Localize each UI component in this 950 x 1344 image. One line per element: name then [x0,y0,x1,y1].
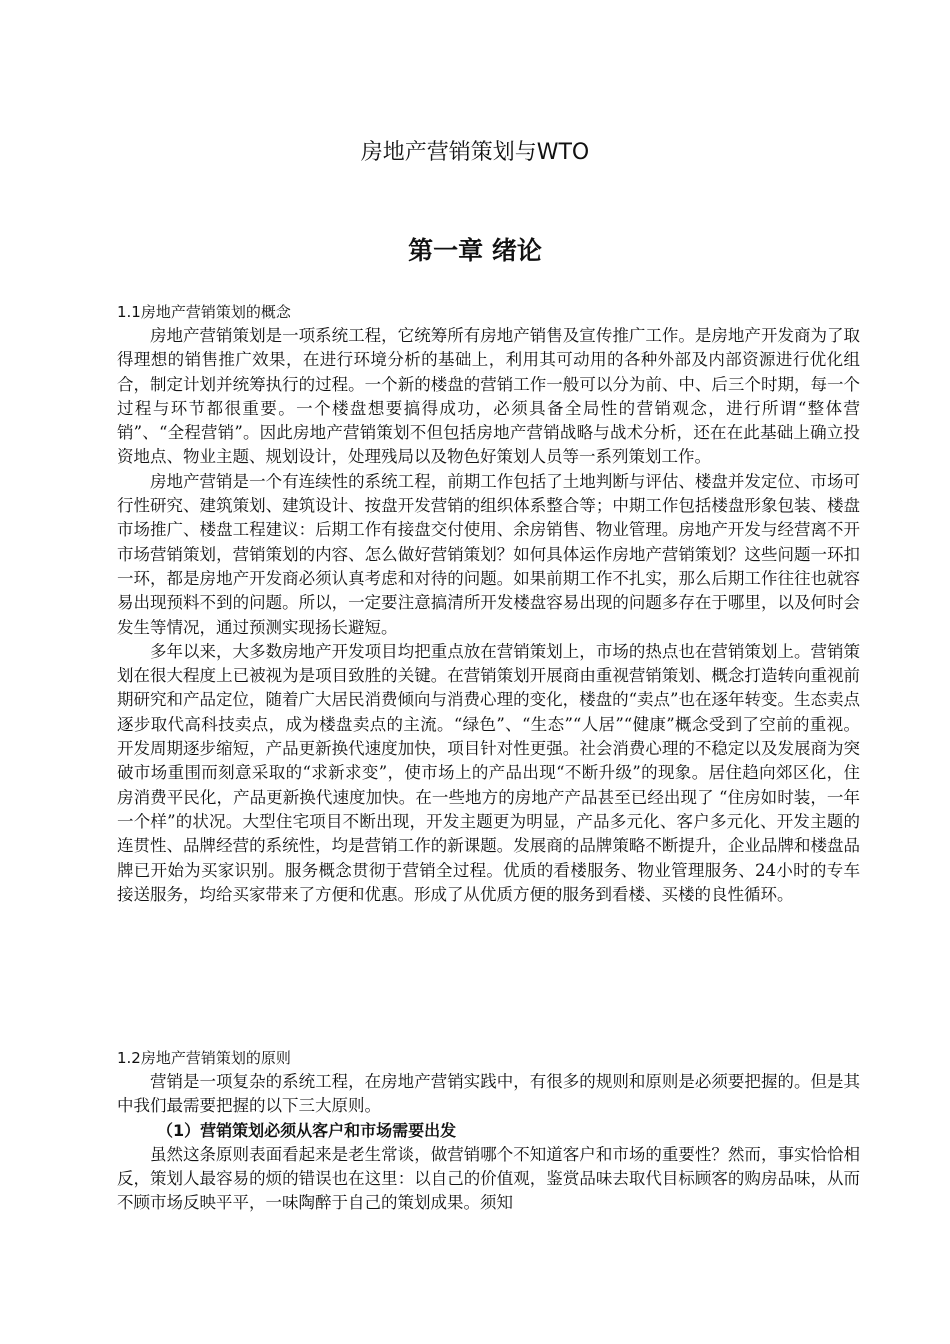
document-title: 房地产营销策划与WTO [360,140,590,165]
sub-heading: （1）营销策划必须从客户和市场需要出发 [157,1120,457,1140]
paragraph: 营销是一项复杂的系统工程，在房地产营销实践中，有很多的规则和原则是必须要把握的。但是其中我们最需要把握的以下三大原则。 [117,1072,860,1116]
paragraph: 房地产营销策划是一项系统工程，它统筹所有房地产销售及宣传推广工作。是房地产开发商为了取得理想的销售推广效果，在进行环境分析的基础上，利用其可动用的各种外部及内部资源进行优化组合，制定计划并统筹执行的过程。一个新的楼盘的营销工作一般可以分为前、中、后三个时期，每一个过程与环节都很重要。一个楼盘想要搞得成功，必须具备全局性的营销观念，进行所谓“整体营销”、“全程营销”。因此房地产营销策划不但包括房地产营销战略与战术分析，还在在此基础上确立投资地点、物业主题、规划设计，处理残局以及物色好策划人员等一系列策划工作。 [117,326,860,467]
chapter-title: 第一章 绪论 [408,236,542,265]
paragraph: 虽然这条原则表面看起来是老生常谈，做营销哪个不知道客户和市场的重要性？然而，事实恰恰相反，策划人最容易的烦的错误也在这里：以自己的价值观，鉴赏品味去取代目标顾客的购房品味，从而不顾市场反映平平，一味陶醉于自己的策划成果。须知 [117,1144,860,1213]
paragraph: 多年以来，大多数房地产开发项目均把重点放在营销策划上，市场的热点也在营销策划上。营销策划在很大程度上已被视为是项目致胜的关键。在营销策划开展商由重视营销策划、概念打造转向重视前期研究和产品定位，随着广大居民消费倾向与消费心理的变化，楼盘的“卖点”也在逐年转变。生态卖点逐步取代高科技卖点，成为楼盘卖点的主流。“绿色”、“生态”“人居”“健康”概念受到了空前的重视。开发周期逐步缩短，产品更新换代速度加快，项目针对性更强。社会消费心理的不稳定以及发展商为突破市场重围而刻意采取的“求新求变”，使市场上的产品出现“不断升级”的现象。居住趋向郊区化，住房消费平民化，产品更新换代速度加快。在一些地方的房地产产品甚至已经出现了 “住房如时装，一年一个样”的状况。大型住宅项目不断出现，开发主题更为明显，产品多元化、客户多元化、开发主题的连贯性、品牌经营的系统性，均是营销工作的新课题。发展商的品牌策略不断提升，企业品牌和楼盘品牌已开始为买家识别。服务概念贯彻于营销全过程。优质的看楼服务、物业管理服务、24小时的专车接送服务，均给买家带来了方便和优惠。形成了从优质方便的服务到看楼、买楼的良性循环。 [117,641,860,904]
section-1 [117,300,860,907]
section-heading: 1.2房地产营销策划的原则 [117,1049,291,1067]
section-heading: 1.1房地产营销策划的概念 [117,303,291,321]
section-2 [117,1046,860,1216]
paragraph: 房地产营销是一个有连续性的系统工程，前期工作包括了土地判断与评估、楼盘并发定位、市场可行性研究、建筑策划、建筑设计、按盘开发营销的组织体系整合等；中期工作包括楼盘形象包装、楼盘市场推广、楼盘工程建议：后期工作有接盘交付使用、余房销售、物业管理。房地产开发与经营离不开市场营销策划，营销策划的内容、怎么做好营销策划？如何具体运作房地产营销策划？这些问题一环扣一环，都是房地产开发商必须认真考虑和对待的问题。如果前期工作不扎实，那么后期工作往往也就容易出现预料不到的问题。所以，一定要注意搞清所开发楼盘容易出现的问题多存在于哪里，以及何时会发生等情况，通过预测实现扬长避短。 [117,471,860,637]
